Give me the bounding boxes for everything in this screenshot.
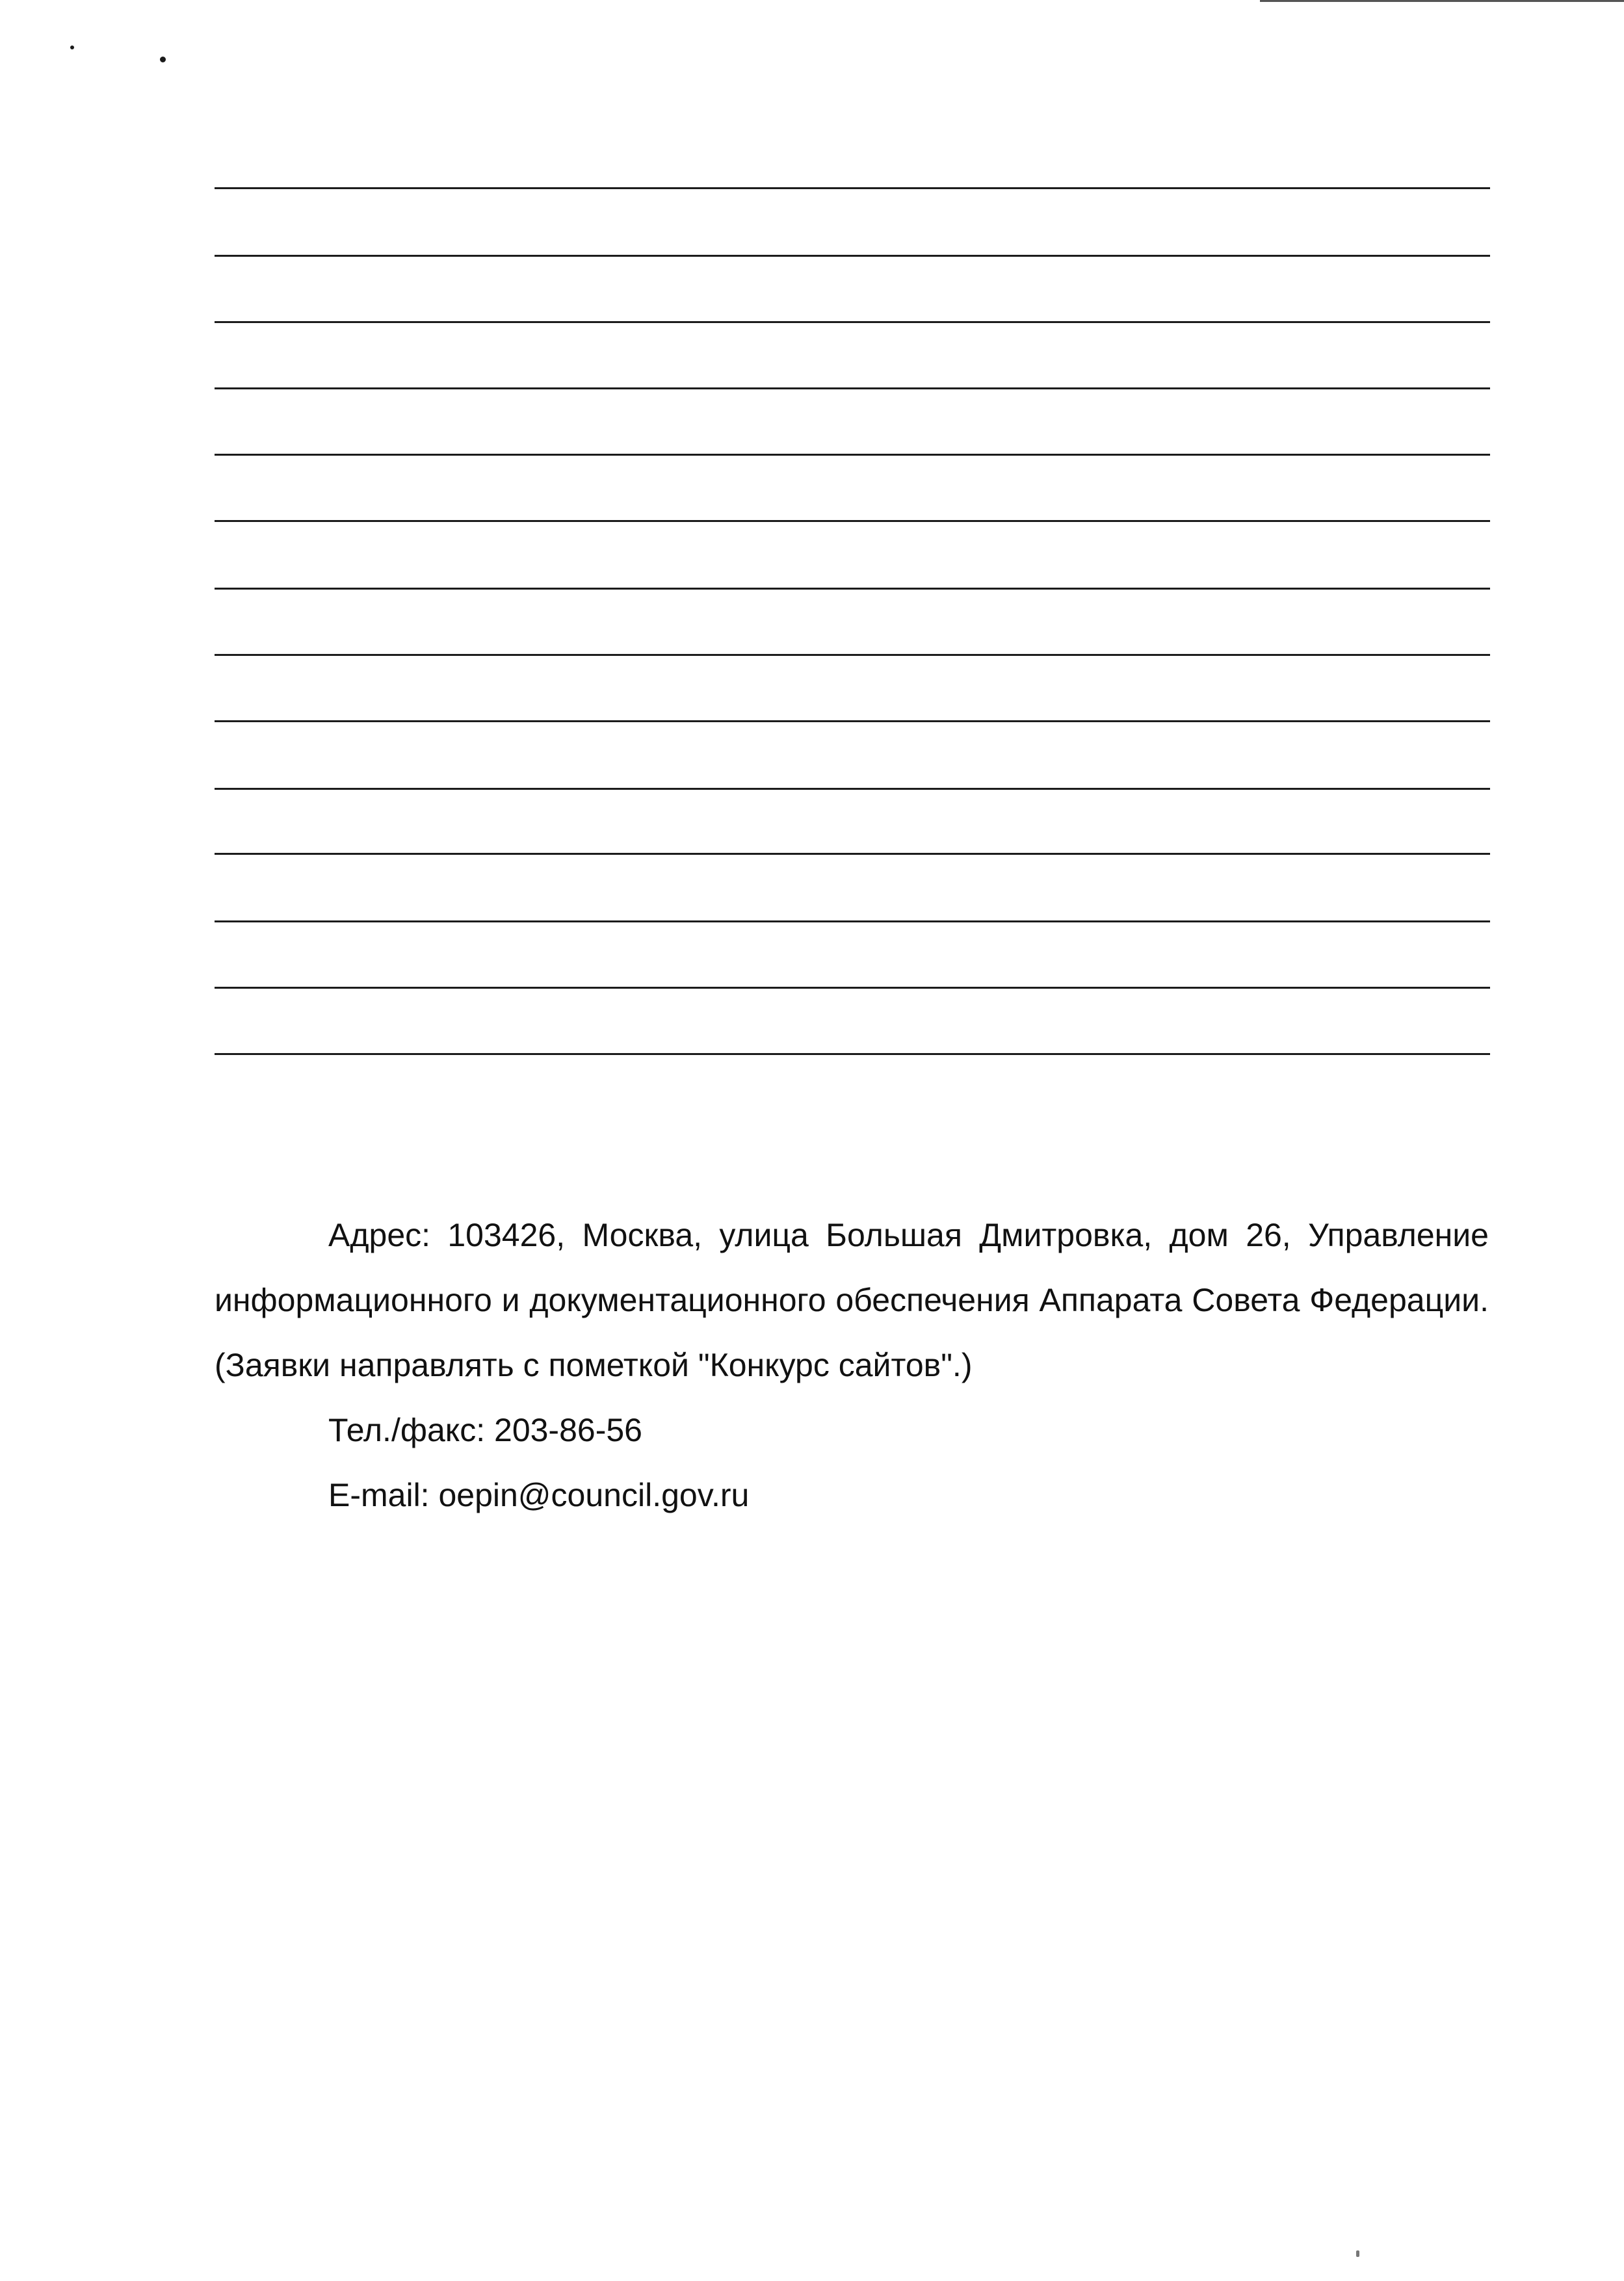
contact-block	[215, 1203, 1489, 1528]
ruled-line	[215, 387, 1490, 389]
scan-speck	[1356, 2250, 1359, 2257]
ruled-line	[215, 520, 1490, 522]
scan-speck	[160, 57, 166, 62]
ruled-line	[215, 853, 1490, 855]
blank-ruled-lines	[215, 0, 1490, 1105]
scan-speck	[70, 46, 74, 49]
ruled-line	[215, 920, 1490, 922]
ruled-line	[215, 654, 1490, 656]
address-paragraph: Адрес: 103426, Москва, улица Большая Дмитровка, дом 26, Управление информационного и документационного обеспечения Аппарата Совета Федерации. (Заявки направлять с пометкой "Конкурс сайтов".)	[215, 1217, 1489, 1383]
ruled-line	[215, 321, 1490, 323]
ruled-line	[215, 788, 1490, 790]
ruled-line	[215, 454, 1490, 456]
ruled-line	[215, 987, 1490, 989]
ruled-line	[215, 255, 1490, 257]
ruled-line	[215, 588, 1490, 590]
phone-fax-line: Тел./факс: 203-86-56	[328, 1412, 642, 1448]
ruled-line	[215, 187, 1490, 189]
email-line: E-mail: oepin@council.gov.ru	[328, 1477, 750, 1513]
ruled-line	[215, 720, 1490, 722]
ruled-line	[215, 1053, 1490, 1055]
